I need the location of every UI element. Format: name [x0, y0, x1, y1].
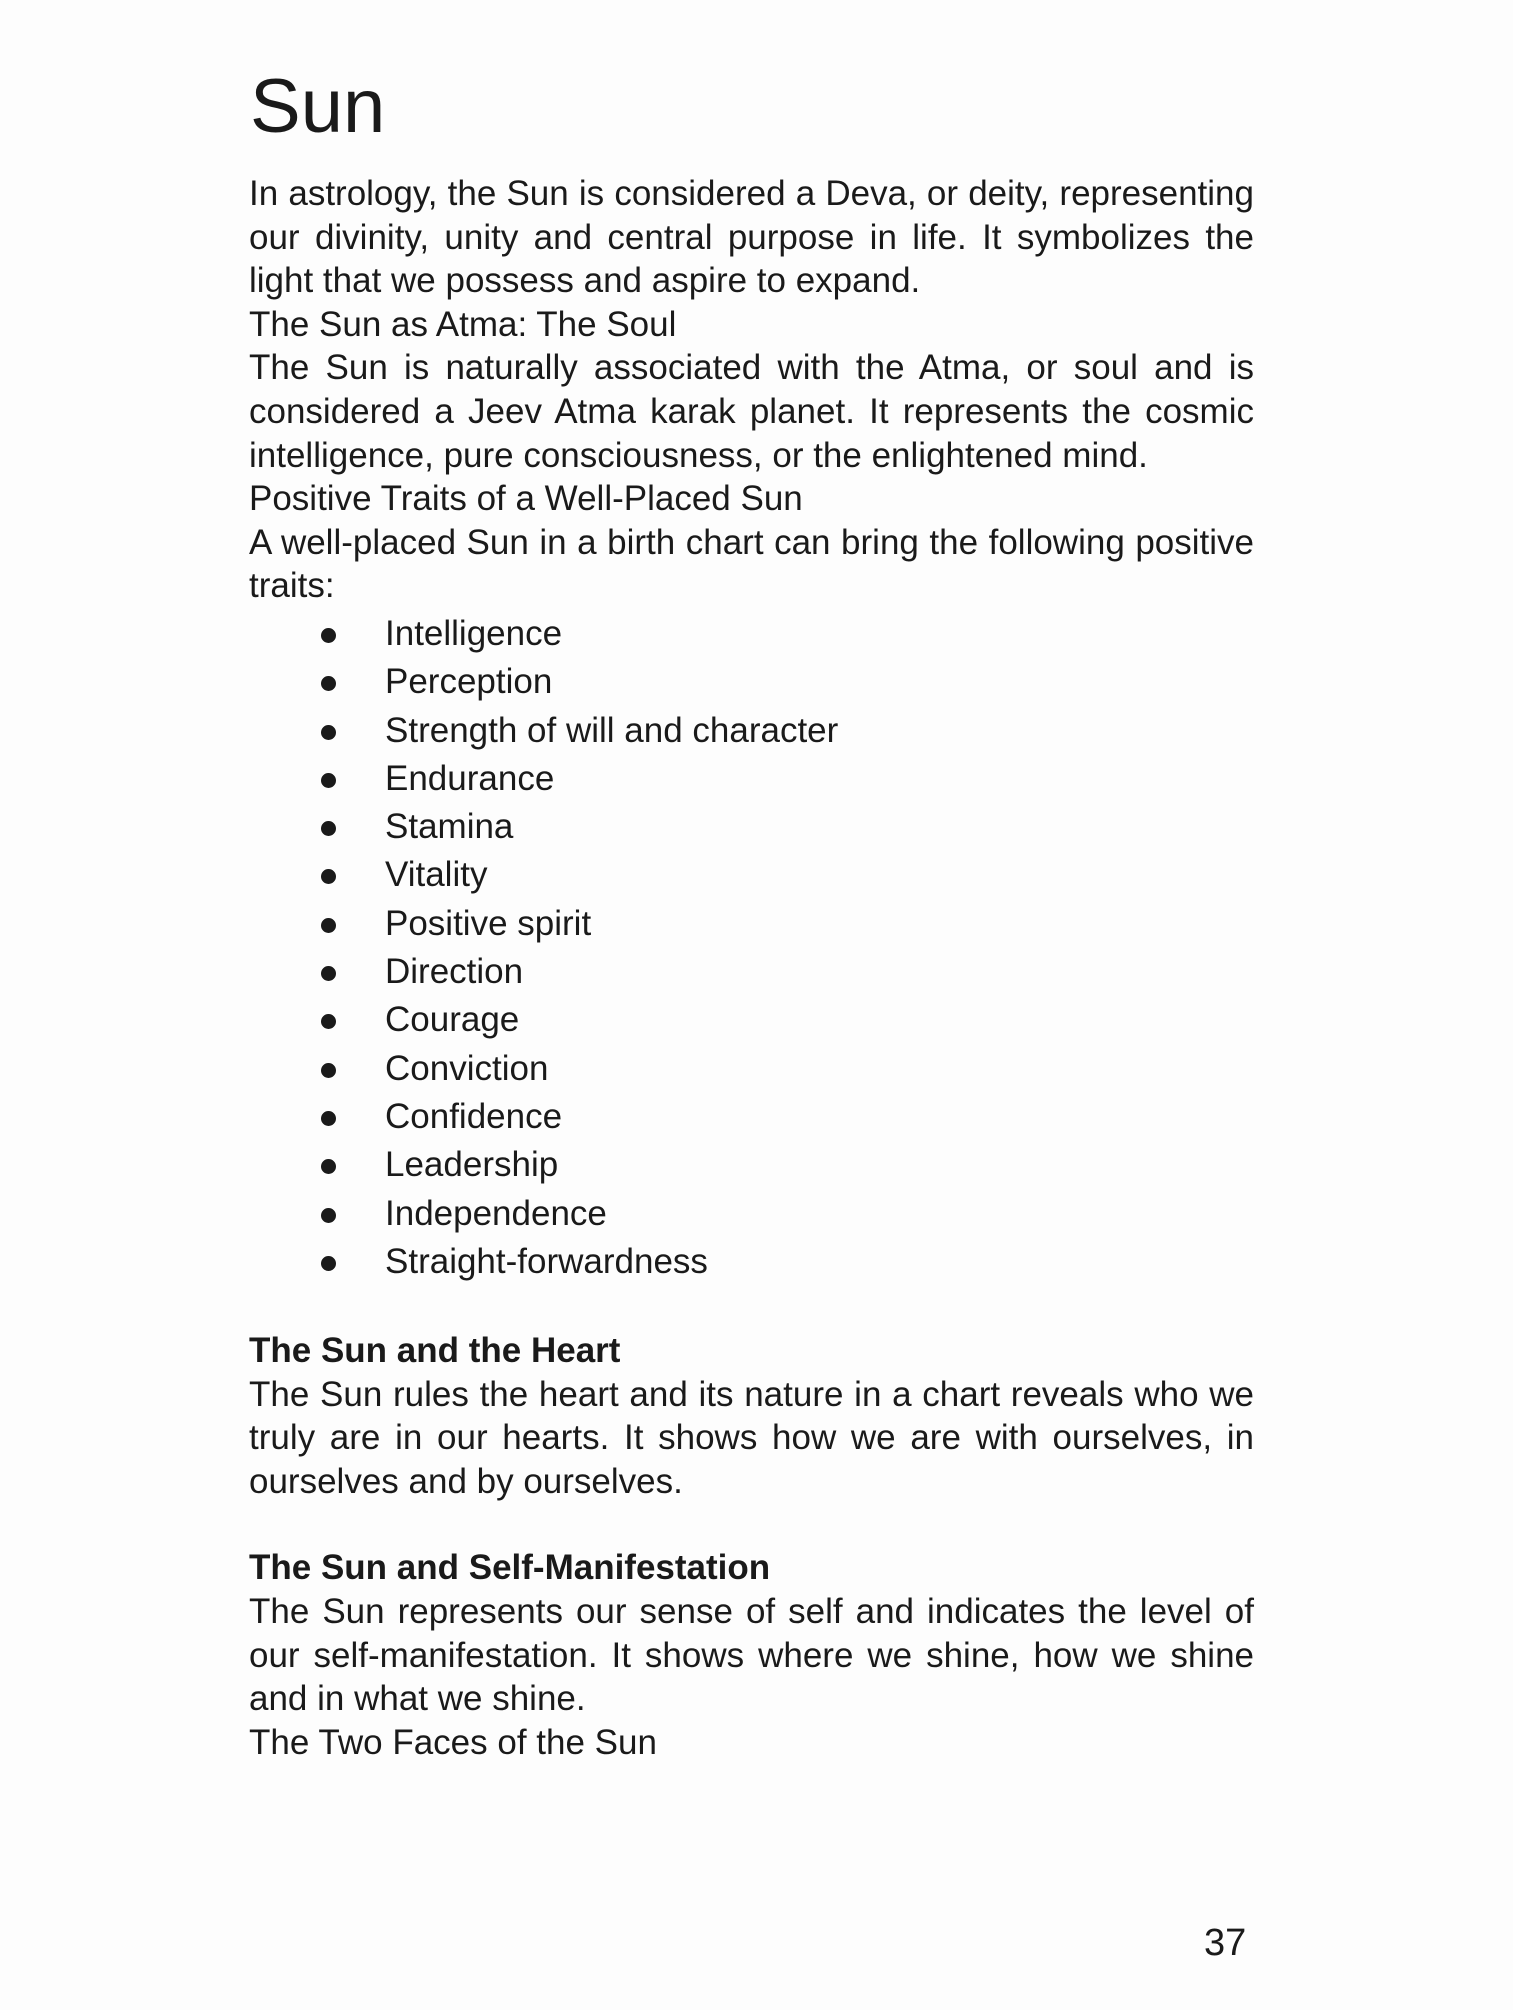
- page-number: 37: [1204, 1922, 1247, 1964]
- list-item: [249, 1045, 1254, 1093]
- two-faces-heading: The Two Faces of the Sun: [249, 1722, 657, 1762]
- list-item: [249, 1238, 1254, 1286]
- heart-paragraph: The Sun rules the heart and its nature in a chart reveals who we truly are in our hearts. It shows how we are with ourselves, in ourselves and by ourselves.: [249, 1374, 1254, 1501]
- heart-heading: The Sun and the Heart: [249, 1331, 621, 1371]
- bullet-icon: [321, 966, 336, 981]
- atma-heading: The Sun as Atma: The Soul: [249, 304, 677, 344]
- bullet-icon: [321, 1014, 336, 1029]
- atma-paragraph: The Sun is naturally associated with the Atma, or soul and is considered a Jeev Atma karak planet. It represents the cosmic intelligence, pure consciousness, or the enlightened mind.: [249, 348, 1254, 475]
- list-item: [249, 851, 1254, 899]
- bullet-icon: [321, 1063, 336, 1078]
- list-item: [249, 803, 1254, 851]
- bullet-icon: [321, 869, 336, 884]
- traits-intro: A well-placed Sun in a birth chart can bring the following positive traits:: [249, 522, 1254, 606]
- list-item: [249, 658, 1254, 706]
- bullet-icon: [321, 1111, 336, 1126]
- trait-label: Direction: [385, 952, 524, 992]
- traits-list: [249, 610, 1254, 1286]
- intro-paragraph: In astrology, the Sun is considered a Deva, or deity, representing our divinity, unity and central purpose in life. It symbolizes the light that we possess and aspire to expand.: [249, 174, 1254, 301]
- trait-label: Straight-forwardness: [385, 1241, 708, 1281]
- page-title: Sun: [250, 64, 386, 149]
- bullet-icon: [321, 628, 336, 643]
- trait-label: Vitality: [385, 855, 488, 895]
- trait-label: Strength of will and character: [385, 710, 839, 750]
- bullet-icon: [321, 725, 336, 740]
- trait-label: Endurance: [385, 758, 555, 798]
- trait-label: Stamina: [385, 807, 514, 847]
- section-gap: [249, 1286, 1254, 1329]
- trait-label: Perception: [385, 662, 553, 702]
- self-manifestation-heading: The Sun and Self-Manifestation: [249, 1548, 771, 1588]
- list-item: [249, 948, 1254, 996]
- self-manifestation-paragraph: The Sun represents our sense of self and indicates the level of our self-manifestation. It shows where we shine, how we shine and in what we shine.: [249, 1592, 1254, 1719]
- bullet-icon: [321, 918, 336, 933]
- list-item: [249, 1141, 1254, 1189]
- bullet-icon: [321, 676, 336, 691]
- trait-label: Confidence: [385, 1096, 563, 1136]
- bullet-icon: [321, 1159, 336, 1174]
- page-content: [249, 172, 1254, 1764]
- trait-label: Conviction: [385, 1048, 549, 1088]
- bullet-icon: [321, 821, 336, 836]
- trait-label: Leadership: [385, 1145, 559, 1185]
- trait-label: Positive spirit: [385, 903, 592, 943]
- trait-label: Courage: [385, 1000, 520, 1040]
- traits-heading: Positive Traits of a Well-Placed Sun: [249, 479, 803, 519]
- list-item: [249, 755, 1254, 803]
- list-item: [249, 610, 1254, 658]
- list-item: [249, 996, 1254, 1044]
- list-item: [249, 1190, 1254, 1238]
- trait-label: Intelligence: [385, 613, 563, 653]
- list-item: [249, 900, 1254, 948]
- list-item: [249, 707, 1254, 755]
- bullet-icon: [321, 1208, 336, 1223]
- bullet-icon: [321, 1256, 336, 1271]
- bullet-icon: [321, 773, 336, 788]
- section-gap: [249, 1503, 1254, 1546]
- list-item: [249, 1093, 1254, 1141]
- trait-label: Independence: [385, 1193, 607, 1233]
